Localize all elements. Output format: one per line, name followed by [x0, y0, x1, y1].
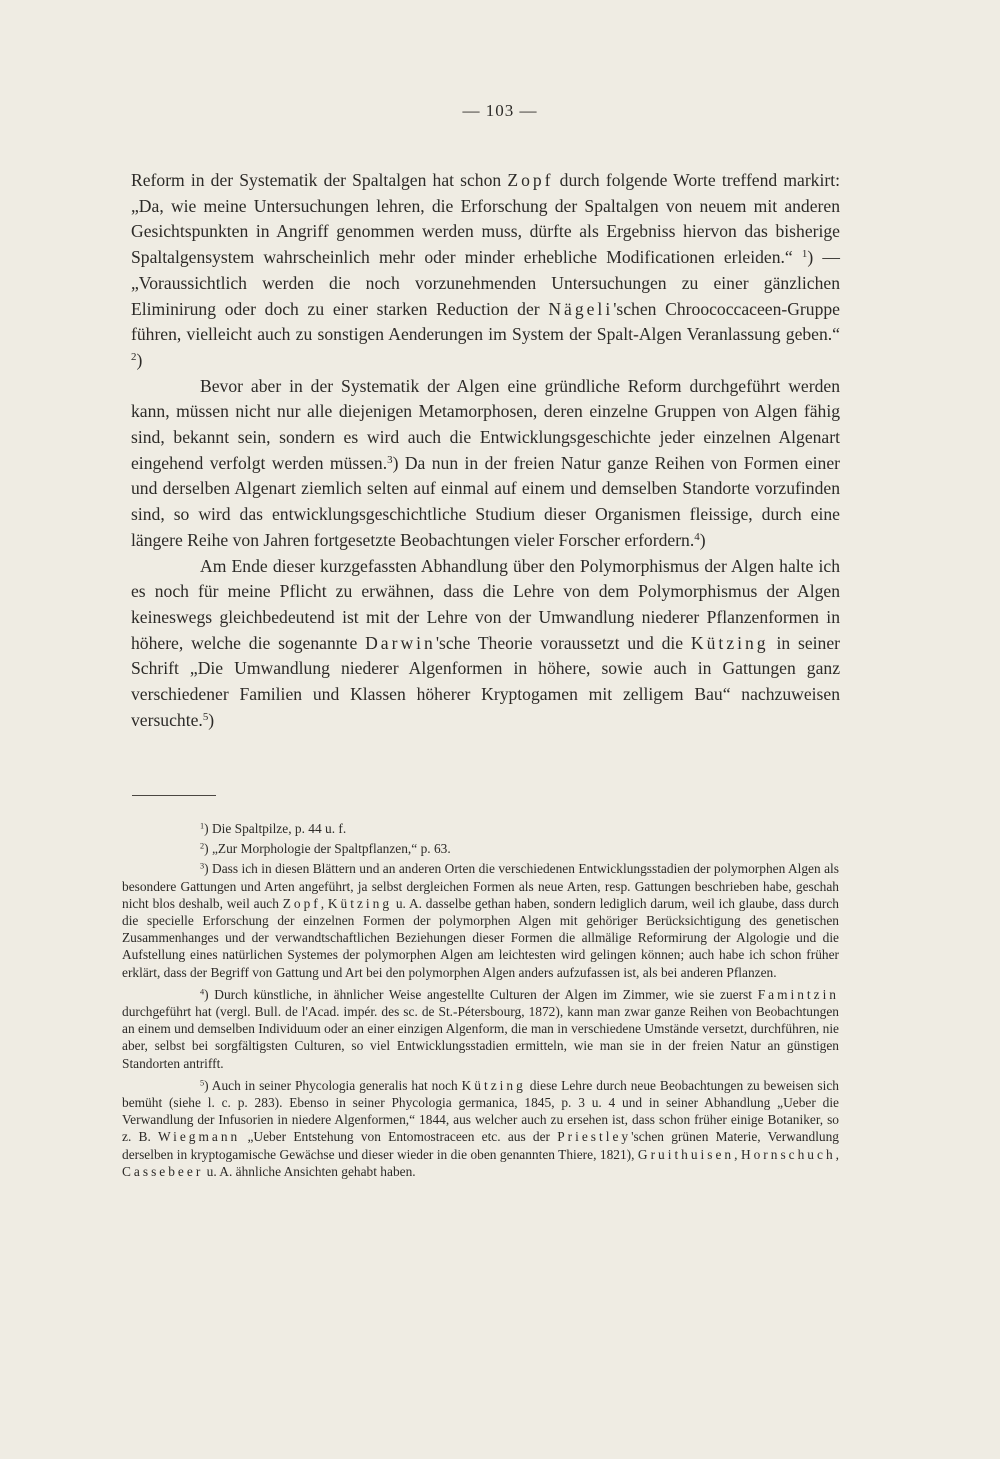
footnote-text: , — [320, 895, 328, 911]
author-name: Zopf — [282, 895, 321, 911]
footnote-text: u. A. ähnliche Ansichten gehabt haben. — [203, 1163, 416, 1179]
text-run: ) — [136, 349, 143, 370]
text-run: Am Ende dieser kurzgefassten Abhandlung über den Polymorphismus der Algen halte ich es noch für meine Pflicht zu erwähnen, dass die Lehre von dem Polymorphismus der Algen keineswegs gleichbedeutend ist mit der Lehre von der Umwandlung niederer Pflanzenformen in höhere, welche die sogenannte — [131, 555, 840, 653]
footnote-text: , — [835, 1146, 840, 1162]
author-name: Gruithuisen — [637, 1146, 735, 1162]
text-run: ) — [699, 529, 706, 550]
footnote-text: durchgeführt hat (vergl. Bull. de l'Acad. impér. des sc. de St.-Pétersbourg, 1872), kann man zwar ganze Reihen von Beobachtungen an einem und demselben Individuum oder an einer einzigen Algenform, die man in verschiedene Umstände versetzt, durchführen, nie aber, selbst bei sorgfältigsten Culturen, so viel Entwicklungsstadien ermitteln, wie man sie in der freien Natur an günstigen Standorten antrifft. — [122, 1004, 839, 1071]
footnote-1 — [122, 820, 839, 837]
footnote-ref: 1 — [801, 248, 808, 261]
footnote-mark: 3 — [200, 861, 205, 871]
main-text — [131, 168, 840, 733]
footnote-mark: 1 — [200, 821, 205, 831]
paragraph-1 — [131, 168, 840, 374]
footnote-ref: 5 — [202, 710, 209, 723]
footnote-text: ) Die Spaltpilze, p. 44 u. f. — [204, 821, 347, 836]
footnote-ref: 2 — [131, 350, 137, 363]
text-run: 'schen Chroococcaceen-Gruppe führen, vielleicht auch zu sonstigen Aenderungen im System der Spalt-Algen Veranlassung geben.“ — [131, 298, 840, 345]
footnote-text: „Ueber Entstehung von Entomostraceen etc. aus der — [240, 1129, 558, 1145]
page-number: — 103 — — [462, 101, 538, 120]
footnote-text: ) „Zur Morphologie der Spaltpflanzen,“ p. 63. — [204, 841, 451, 857]
text-run: Bevor aber in der Systematik der Algen eine gründliche Reform durchgeführt werden kann, müssen nicht nur alle diejenigen Metamorphosen, deren einzelne Gruppen von Algen fähig sind, bekannt sein, sondern es wird auch die Entwicklungsgeschichte jeder einzelnen Algenart eingehend verfolgt werden müssen. — [131, 375, 840, 473]
footnote-mark: 5 — [200, 1078, 205, 1088]
footnote-3 — [122, 860, 839, 980]
author-name: Priestley — [557, 1129, 632, 1145]
paragraph-2 — [131, 374, 840, 554]
text-run: ) — „Voraussichtlich werden die noch vorzunehmenden Untersuchungen zu einer gänzlichen Eliminirung oder doch zu einer starken Reduction der — [131, 247, 840, 319]
footnote-text: diese Lehre durch neue Beobachtungen zu beweisen sich bemüht (siehe l. c. p. 283). Ebenso in seiner Phycologia germanica, 1845, p. 3 u. 4 und in seiner Abhandlung „Ueber die Verwandlung der Infusorien in niedere Algenformen,“ 1844, aus welcher auch zu ersehen ist, dass schon früher einige Botaniker, so z. B. — [122, 1077, 839, 1145]
footnote-5 — [122, 1077, 839, 1180]
author-name: Nägeli — [548, 298, 614, 319]
footnote-text: ) Durch künstliche, in ähnlicher Weise angestellte Culturen der Algen im Zimmer, wie sie zuerst — [204, 986, 758, 1002]
author-name: Zopf — [507, 170, 554, 190]
paragraph-3 — [131, 554, 840, 734]
author-name: Kützing — [690, 632, 769, 653]
footnote-4 — [122, 986, 839, 1072]
footnote-text: , — [734, 1146, 741, 1162]
author-name: Hornschuch — [740, 1146, 836, 1162]
author-name: Wiegmann — [158, 1129, 241, 1145]
text-run: 'sche Theorie voraussetzt und die — [435, 632, 691, 653]
text-run: Reform in der Systematik der Spaltalgen hat schon — [131, 170, 508, 190]
footnote-ref: 4 — [694, 530, 700, 543]
footnotes — [122, 820, 839, 1185]
footnote-text: u. A. dasselbe gethan haben, sondern lediglich darum, weil ich glaube, dass durch die specielle Erforschung der einzelnen Formen der polymorphen Algen mit gehöriger Berücksichtigung des genetischen Zusammenhanges und der verwandtschaftlichen Beziehungen dieser Formen die allmälige Reformirung der Algologie und die Aufstellung eines natürlichen Systemes der polymorphen Algen am leichtesten wird gelingen können; auch habe ich schon früher erklärt, dass der Begriff von Gattung und Art bei den polymorphen Algen anders aufzufassen ist, als bei anderen Pflanzen. — [122, 895, 839, 980]
author-name: Kützing — [327, 895, 393, 911]
author-name: Cassebeer — [122, 1163, 204, 1179]
text-run: ) Da nun in der freien Natur ganze Reihen von Formen einer und derselben Algenart ziemlich selten auf einmal auf einem und demselben Standorte vorzufinden sind, so wird das entwicklungsgeschichtliche Studium dieser Organismen fleissige, durch eine längere Reihe von Jahren fortgesetzte Beobachtungen vieler Forscher erfordern. — [131, 452, 840, 550]
footnote-text: 'schen grünen Materie, Verwandlung derselben in kryptogamische Gewächse und dieser wieder in die oben genannten Thiere, 1821), — [122, 1129, 839, 1162]
footnote-mark: 4 — [200, 987, 205, 997]
footnote-mark: 2 — [200, 841, 205, 851]
footnote-text: ) Dass ich in diesen Blättern und an anderen Orten die verschiedenen Entwicklungsstadien der polymorphen Algen als besondere Gattungen und Arten angeführt, ja selbst dergleichen Formen als neue Arten, resp. Gattungen beschrieben habe, geschah nicht blos deshalb, weil auch — [122, 861, 839, 911]
author-name: Famintzin — [757, 986, 839, 1002]
text-run: ) — [208, 709, 215, 730]
author-name: Kützing — [461, 1077, 526, 1093]
author-name: Darwin — [365, 632, 436, 653]
footnote-ref: 3 — [387, 453, 393, 466]
text-run: in seiner Schrift „Die Umwandlung niederer Algenformen in höhere, sowie auch in Gattungen ganz verschiedener Familien und Klassen höherer Kryptogamen mit zelligem Bau“ nachzuweisen versuchte. — [131, 632, 840, 730]
footnote-divider — [132, 795, 216, 796]
text-run: durch folgende Worte treffend markirt: „Da, wie meine Untersuchungen lehren, die Erforschung der Spaltalgen von neuem mit anderen Gesichtspunkten in Angriff genommen werden muss, dürfte als Ergebniss hiervon das bisherige Spaltalgensystem wahrscheinlich mehr oder minder erhebliche Modificationen erleiden.“ — [131, 170, 841, 268]
footnote-2 — [122, 840, 839, 857]
footnote-text: ) Auch in seiner Phycologia generalis hat noch — [204, 1077, 462, 1093]
